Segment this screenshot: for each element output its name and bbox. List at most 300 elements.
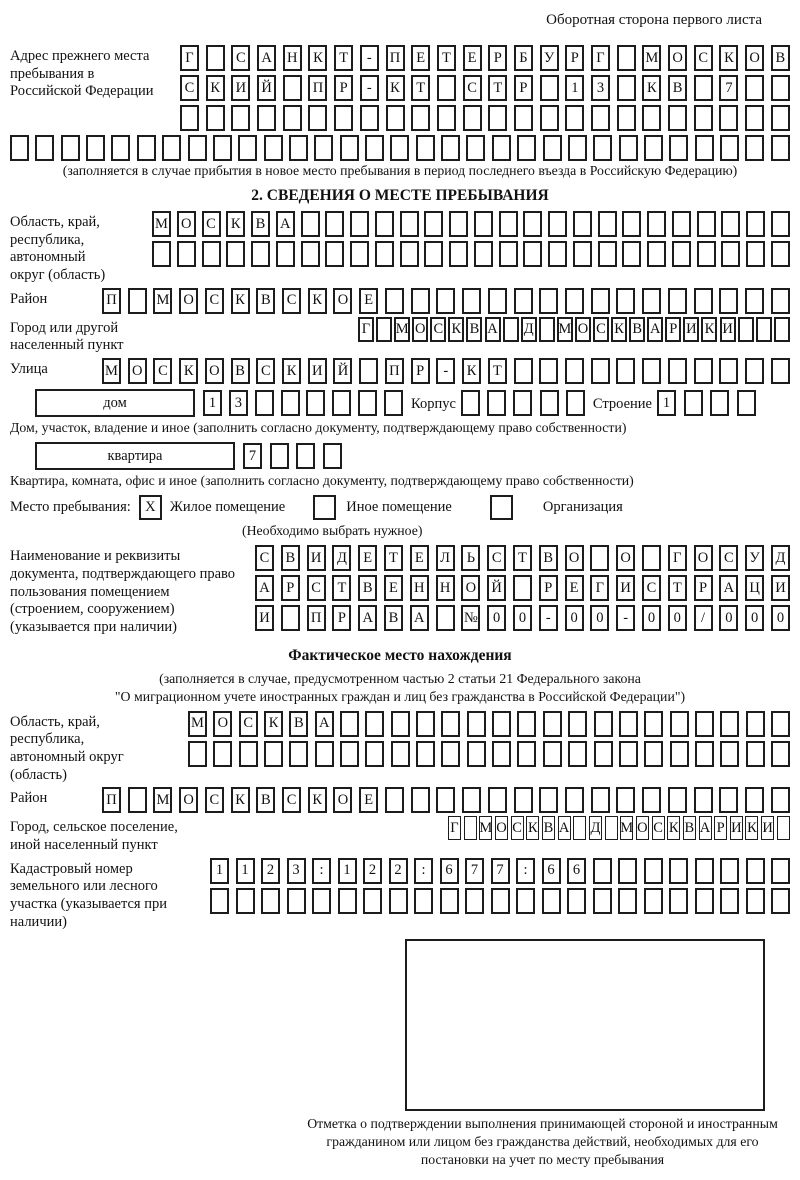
char-cell[interactable]: А [558, 816, 571, 840]
char-cell[interactable] [697, 211, 716, 237]
char-cell[interactable]: 2 [261, 858, 280, 884]
char-cell[interactable]: Й [333, 358, 352, 384]
char-cell[interactable] [206, 105, 225, 131]
char-cell[interactable]: К [206, 75, 225, 101]
char-cell[interactable]: В [256, 787, 275, 813]
char-cell[interactable] [618, 888, 637, 914]
char-cell[interactable] [694, 288, 713, 314]
char-cell[interactable]: П [308, 75, 327, 101]
char-cell[interactable] [590, 545, 609, 571]
char-cell[interactable] [642, 288, 661, 314]
char-cell[interactable]: Б [514, 45, 533, 71]
char-cell[interactable]: Д [771, 545, 790, 571]
char-cell[interactable] [499, 211, 518, 237]
char-cell[interactable] [672, 211, 691, 237]
char-cell[interactable] [128, 288, 147, 314]
char-cell[interactable]: В [466, 317, 482, 342]
char-cell[interactable]: К [462, 358, 481, 384]
char-cell[interactable] [283, 105, 302, 131]
char-cell[interactable] [719, 288, 738, 314]
char-cell[interactable] [694, 358, 713, 384]
char-cell[interactable] [283, 75, 302, 101]
char-cell[interactable] [746, 211, 765, 237]
char-cell[interactable] [238, 135, 257, 161]
char-cell[interactable] [746, 858, 765, 884]
char-cell[interactable]: К [264, 711, 283, 737]
char-cell[interactable]: И [616, 575, 635, 601]
char-cell[interactable]: О [668, 45, 687, 71]
char-cell[interactable]: Т [488, 358, 507, 384]
char-cell[interactable] [771, 241, 790, 267]
char-cell[interactable] [694, 787, 713, 813]
char-cell[interactable] [385, 288, 404, 314]
char-cell[interactable]: А [699, 816, 712, 840]
char-cell[interactable]: С [694, 45, 713, 71]
char-cell[interactable]: К [226, 211, 245, 237]
char-cell[interactable] [375, 241, 394, 267]
char-cell[interactable] [565, 288, 584, 314]
char-cell[interactable] [441, 135, 460, 161]
char-cell[interactable]: Е [463, 45, 482, 71]
char-cell[interactable] [440, 888, 459, 914]
char-cell[interactable] [206, 45, 225, 71]
char-cell[interactable] [463, 105, 482, 131]
char-cell[interactable] [598, 241, 617, 267]
char-cell[interactable] [695, 135, 714, 161]
char-cell[interactable] [416, 741, 435, 767]
char-cell[interactable] [424, 211, 443, 237]
char-cell[interactable] [308, 105, 327, 131]
char-cell[interactable] [264, 741, 283, 767]
char-cell[interactable] [619, 135, 638, 161]
char-cell[interactable] [517, 711, 536, 737]
char-cell[interactable] [672, 241, 691, 267]
char-cell[interactable]: С [231, 45, 250, 71]
char-cell[interactable]: И [308, 358, 327, 384]
char-cell[interactable] [436, 787, 455, 813]
char-cell[interactable]: М [153, 288, 172, 314]
char-cell[interactable] [543, 135, 562, 161]
inoe-checkbox[interactable] [313, 495, 336, 520]
char-cell[interactable] [363, 888, 382, 914]
char-cell[interactable] [669, 135, 688, 161]
char-cell[interactable]: Т [513, 545, 532, 571]
char-cell[interactable] [774, 317, 790, 342]
char-cell[interactable]: Р [411, 358, 430, 384]
char-cell[interactable]: : [516, 858, 535, 884]
char-cell[interactable] [467, 711, 486, 737]
char-cell[interactable]: Н [410, 575, 429, 601]
char-cell[interactable] [35, 135, 54, 161]
char-cell[interactable] [745, 105, 764, 131]
char-cell[interactable]: О [179, 787, 198, 813]
char-cell[interactable]: С [719, 545, 738, 571]
char-cell[interactable] [642, 105, 661, 131]
char-cell[interactable]: О [333, 787, 352, 813]
char-cell[interactable]: О [616, 545, 635, 571]
char-cell[interactable] [548, 241, 567, 267]
char-cell[interactable] [514, 787, 533, 813]
char-cell[interactable] [695, 888, 714, 914]
char-cell[interactable] [188, 741, 207, 767]
char-cell[interactable] [593, 858, 612, 884]
char-cell[interactable]: Е [384, 575, 403, 601]
char-cell[interactable] [281, 605, 300, 631]
char-cell[interactable] [720, 858, 739, 884]
korpus-cells[interactable] [461, 390, 585, 416]
char-cell[interactable]: Т [384, 545, 403, 571]
char-cell[interactable]: С [430, 317, 446, 342]
char-cell[interactable]: Р [332, 605, 351, 631]
char-cell[interactable]: 3 [591, 75, 610, 101]
char-cell[interactable]: - [616, 605, 635, 631]
char-cell[interactable] [270, 443, 289, 469]
char-cell[interactable]: Е [359, 288, 378, 314]
char-cell[interactable] [539, 358, 558, 384]
char-cell[interactable] [644, 741, 663, 767]
char-cell[interactable] [514, 288, 533, 314]
char-cell[interactable] [539, 787, 558, 813]
char-cell[interactable] [616, 288, 635, 314]
char-cell[interactable] [617, 75, 636, 101]
char-cell[interactable] [257, 105, 276, 131]
char-cell[interactable] [514, 105, 533, 131]
char-cell[interactable]: А [485, 317, 501, 342]
char-cell[interactable]: В [542, 816, 555, 840]
fact-gorod-row[interactable] [448, 816, 790, 840]
char-cell[interactable] [616, 358, 635, 384]
organizatsiya-checkbox[interactable] [490, 495, 513, 520]
char-cell[interactable]: 0 [565, 605, 584, 631]
char-cell[interactable]: К [642, 75, 661, 101]
char-cell[interactable] [543, 741, 562, 767]
char-cell[interactable] [462, 288, 481, 314]
char-cell[interactable]: 1 [338, 858, 357, 884]
char-cell[interactable]: А [257, 45, 276, 71]
char-cell[interactable] [487, 390, 506, 416]
char-cell[interactable]: 0 [590, 605, 609, 631]
char-cell[interactable]: Т [411, 75, 430, 101]
char-cell[interactable] [738, 317, 754, 342]
char-cell[interactable]: Е [358, 545, 377, 571]
char-cell[interactable]: С [153, 358, 172, 384]
char-cell[interactable]: 0 [745, 605, 764, 631]
char-cell[interactable]: А [410, 605, 429, 631]
char-cell[interactable]: К [282, 358, 301, 384]
char-cell[interactable] [756, 317, 772, 342]
char-cell[interactable]: П [102, 288, 121, 314]
char-cell[interactable] [391, 711, 410, 737]
char-cell[interactable] [441, 711, 460, 737]
char-cell[interactable]: А [358, 605, 377, 631]
char-cell[interactable]: 2 [363, 858, 382, 884]
char-cell[interactable] [548, 211, 567, 237]
char-cell[interactable]: М [394, 317, 410, 342]
char-cell[interactable]: Ь [461, 545, 480, 571]
char-cell[interactable] [467, 741, 486, 767]
char-cell[interactable] [668, 288, 687, 314]
char-cell[interactable]: В [629, 317, 645, 342]
char-cell[interactable] [411, 787, 430, 813]
char-cell[interactable] [359, 358, 378, 384]
char-cell[interactable] [771, 358, 790, 384]
char-cell[interactable] [239, 741, 258, 767]
char-cell[interactable] [376, 317, 392, 342]
char-cell[interactable] [177, 241, 196, 267]
char-cell[interactable]: А [315, 711, 334, 737]
char-cell[interactable]: К [386, 75, 405, 101]
char-cell[interactable]: 1 [565, 75, 584, 101]
char-cell[interactable] [593, 888, 612, 914]
char-cell[interactable] [616, 787, 635, 813]
char-cell[interactable] [301, 241, 320, 267]
char-cell[interactable]: 0 [642, 605, 661, 631]
char-cell[interactable] [669, 888, 688, 914]
oblast-row-1[interactable] [152, 211, 790, 237]
char-cell[interactable] [202, 241, 221, 267]
char-cell[interactable]: О [179, 288, 198, 314]
char-cell[interactable]: Т [332, 575, 351, 601]
char-cell[interactable]: В [231, 358, 250, 384]
char-cell[interactable] [365, 741, 384, 767]
char-cell[interactable]: М [102, 358, 121, 384]
char-cell[interactable] [10, 135, 29, 161]
char-cell[interactable] [296, 443, 315, 469]
char-cell[interactable]: И [720, 317, 736, 342]
char-cell[interactable]: С [239, 711, 258, 737]
char-cell[interactable] [720, 888, 739, 914]
char-cell[interactable] [771, 211, 790, 237]
char-cell[interactable]: Е [359, 787, 378, 813]
char-cell[interactable] [414, 888, 433, 914]
char-cell[interactable] [360, 105, 379, 131]
char-cell[interactable] [617, 45, 636, 71]
char-cell[interactable]: И [771, 575, 790, 601]
char-cell[interactable] [492, 741, 511, 767]
char-cell[interactable]: Р [694, 575, 713, 601]
char-cell[interactable]: В [256, 288, 275, 314]
char-cell[interactable]: С [652, 816, 665, 840]
char-cell[interactable]: С [180, 75, 199, 101]
char-cell[interactable] [695, 711, 714, 737]
char-cell[interactable] [340, 135, 359, 161]
char-cell[interactable]: О [636, 816, 649, 840]
char-cell[interactable]: Е [411, 45, 430, 71]
prev-address-row-3[interactable] [180, 105, 790, 131]
char-cell[interactable]: С [487, 545, 506, 571]
char-cell[interactable] [503, 317, 519, 342]
char-cell[interactable] [400, 241, 419, 267]
char-cell[interactable] [436, 288, 455, 314]
char-cell[interactable]: С [202, 211, 221, 237]
char-cell[interactable]: О [745, 45, 764, 71]
char-cell[interactable] [523, 211, 542, 237]
char-cell[interactable] [540, 105, 559, 131]
char-cell[interactable]: Ц [745, 575, 764, 601]
char-cell[interactable] [474, 241, 493, 267]
char-cell[interactable] [492, 711, 511, 737]
char-cell[interactable]: - [539, 605, 558, 631]
char-cell[interactable] [573, 241, 592, 267]
char-cell[interactable]: С [307, 575, 326, 601]
char-cell[interactable]: В [281, 545, 300, 571]
char-cell[interactable] [213, 135, 232, 161]
char-cell[interactable]: А [276, 211, 295, 237]
char-cell[interactable]: 1 [203, 390, 222, 416]
char-cell[interactable]: А [719, 575, 738, 601]
char-cell[interactable]: М [188, 711, 207, 737]
char-cell[interactable]: Г [448, 816, 461, 840]
char-cell[interactable]: И [761, 816, 774, 840]
char-cell[interactable]: Д [332, 545, 351, 571]
char-cell[interactable] [745, 288, 764, 314]
char-cell[interactable] [567, 888, 586, 914]
char-cell[interactable] [710, 390, 729, 416]
char-cell[interactable]: М [479, 816, 492, 840]
char-cell[interactable]: 7 [465, 858, 484, 884]
char-cell[interactable]: К [448, 317, 464, 342]
char-cell[interactable] [61, 135, 80, 161]
char-cell[interactable] [746, 241, 765, 267]
char-cell[interactable] [694, 105, 713, 131]
char-cell[interactable]: С [282, 787, 301, 813]
char-cell[interactable]: 3 [287, 858, 306, 884]
char-cell[interactable] [568, 711, 587, 737]
char-cell[interactable] [350, 241, 369, 267]
char-cell[interactable] [323, 443, 342, 469]
char-cell[interactable] [644, 135, 663, 161]
char-cell[interactable] [771, 787, 790, 813]
char-cell[interactable] [389, 888, 408, 914]
char-cell[interactable] [449, 211, 468, 237]
char-cell[interactable]: Р [714, 816, 727, 840]
char-cell[interactable] [591, 288, 610, 314]
char-cell[interactable] [746, 711, 765, 737]
char-cell[interactable] [492, 135, 511, 161]
char-cell[interactable] [694, 75, 713, 101]
char-cell[interactable]: У [540, 45, 559, 71]
char-cell[interactable] [622, 241, 641, 267]
char-cell[interactable] [491, 888, 510, 914]
gorod-row[interactable] [358, 317, 790, 342]
char-cell[interactable]: Е [410, 545, 429, 571]
char-cell[interactable]: - [360, 45, 379, 71]
char-cell[interactable] [771, 288, 790, 314]
char-cell[interactable] [539, 317, 555, 342]
char-cell[interactable]: К [308, 45, 327, 71]
char-cell[interactable]: Р [565, 45, 584, 71]
char-cell[interactable] [86, 135, 105, 161]
char-cell[interactable] [391, 741, 410, 767]
char-cell[interactable] [568, 135, 587, 161]
char-cell[interactable] [281, 390, 300, 416]
char-cell[interactable]: В [539, 545, 558, 571]
char-cell[interactable]: Г [668, 545, 687, 571]
char-cell[interactable]: М [620, 816, 633, 840]
char-cell[interactable]: К [308, 787, 327, 813]
char-cell[interactable] [771, 711, 790, 737]
char-cell[interactable]: 2 [389, 858, 408, 884]
char-cell[interactable]: 3 [229, 390, 248, 416]
document-row-2[interactable] [255, 575, 790, 601]
char-cell[interactable] [236, 888, 255, 914]
char-cell[interactable] [301, 211, 320, 237]
char-cell[interactable] [593, 135, 612, 161]
char-cell[interactable]: В [668, 75, 687, 101]
char-cell[interactable] [591, 358, 610, 384]
char-cell[interactable] [289, 135, 308, 161]
char-cell[interactable] [137, 135, 156, 161]
char-cell[interactable]: Г [358, 317, 374, 342]
char-cell[interactable]: К [231, 288, 250, 314]
char-cell[interactable] [261, 888, 280, 914]
ulitsa-row[interactable] [102, 358, 790, 384]
char-cell[interactable] [385, 787, 404, 813]
char-cell[interactable] [411, 105, 430, 131]
char-cell[interactable] [264, 135, 283, 161]
char-cell[interactable] [276, 241, 295, 267]
char-cell[interactable] [540, 390, 559, 416]
char-cell[interactable]: 6 [440, 858, 459, 884]
char-cell[interactable]: О [213, 711, 232, 737]
char-cell[interactable] [488, 787, 507, 813]
char-cell[interactable]: В [384, 605, 403, 631]
char-cell[interactable]: О [205, 358, 224, 384]
char-cell[interactable] [565, 787, 584, 813]
char-cell[interactable]: 7 [719, 75, 738, 101]
char-cell[interactable]: Т [488, 75, 507, 101]
char-cell[interactable] [251, 241, 270, 267]
char-cell[interactable]: Н [283, 45, 302, 71]
char-cell[interactable]: Л [436, 545, 455, 571]
char-cell[interactable]: Й [487, 575, 506, 601]
prev-address-row-4[interactable] [10, 135, 790, 161]
char-cell[interactable] [771, 105, 790, 131]
dom-number-cells[interactable] [203, 390, 403, 416]
char-cell[interactable]: О [694, 545, 713, 571]
char-cell[interactable] [573, 816, 586, 840]
char-cell[interactable] [771, 741, 790, 767]
char-cell[interactable]: С [282, 288, 301, 314]
char-cell[interactable]: К [308, 288, 327, 314]
char-cell[interactable] [466, 135, 485, 161]
char-cell[interactable] [542, 888, 561, 914]
char-cell[interactable]: П [385, 358, 404, 384]
raion-row[interactable] [102, 288, 790, 314]
char-cell[interactable]: Г [591, 45, 610, 71]
char-cell[interactable]: П [102, 787, 121, 813]
char-cell[interactable] [771, 135, 790, 161]
char-cell[interactable]: Т [334, 45, 353, 71]
char-cell[interactable]: Д [589, 816, 602, 840]
char-cell[interactable] [644, 858, 663, 884]
char-cell[interactable] [226, 241, 245, 267]
dom-box[interactable]: дом [35, 389, 195, 417]
char-cell[interactable] [721, 211, 740, 237]
prev-address-row-2[interactable] [180, 75, 790, 101]
char-cell[interactable]: О [575, 317, 591, 342]
char-cell[interactable]: К [745, 816, 758, 840]
char-cell[interactable] [617, 105, 636, 131]
fact-raion-row[interactable] [102, 787, 790, 813]
char-cell[interactable]: П [386, 45, 405, 71]
char-cell[interactable]: 0 [771, 605, 790, 631]
char-cell[interactable]: О [495, 816, 508, 840]
stroenie-cells[interactable] [657, 390, 756, 416]
char-cell[interactable]: С [642, 575, 661, 601]
char-cell[interactable] [386, 105, 405, 131]
char-cell[interactable]: В [251, 211, 270, 237]
